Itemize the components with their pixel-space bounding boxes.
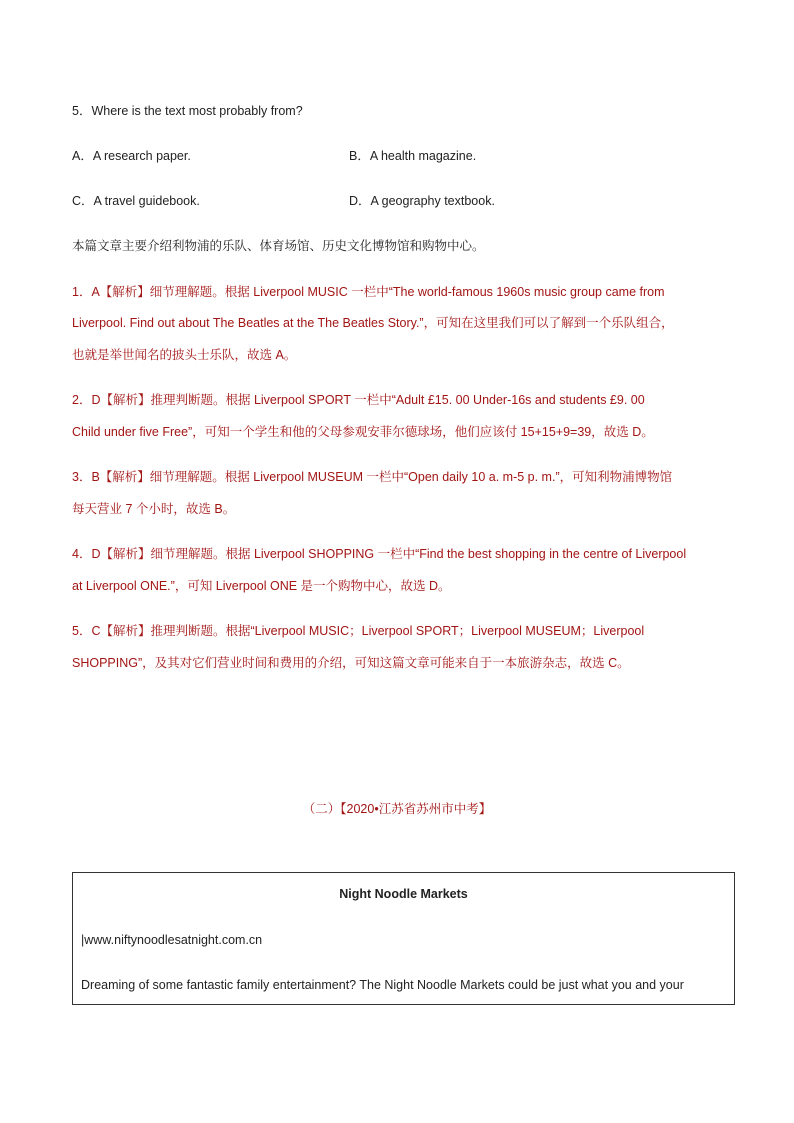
passage-box [72, 872, 735, 1005]
explanation-2-line-2: Child under five Free”，可知一个学生和他的父母参观安菲尔德球场，他们应该付 15+15+9=39，故选 D。 [72, 425, 654, 439]
explanation-4-line-2: at Liverpool ONE.”，可知 Liverpool ONE 是一个购物中心，故选 D。 [72, 579, 451, 593]
option-d: D．A geography textbook. [349, 194, 495, 208]
passage-title: Night Noodle Markets [339, 887, 468, 901]
explanation-5-line-1: 5．C【解析】推理判断题。根据“Liverpool MUSIC；Liverpool SPORT；Liverpool MUSEUM；Liverpool [72, 624, 645, 638]
explanation-1-line-1: 1．A【解析】细节理解题。根据 Liverpool MUSIC 一栏中“The world-famous 1960s music group came from [72, 285, 665, 299]
option-c: C．A travel guidebook. [72, 194, 200, 208]
explanation-2-line-1: 2．D【解析】推理判断题。根据 Liverpool SPORT 一栏中“Adult £15. 00 Under-16s and students £9. 00 [72, 393, 645, 407]
explanation-3-line-1: 3．B【解析】细节理解题。根据 Liverpool MUSEUM 一栏中“Open daily 10 a. m-5 p. m.”，可知利物浦博物馆 [72, 470, 673, 484]
article-summary: 本篇文章主要介绍利物浦的乐队、体育场馆、历史文化博物馆和购物中心。 [72, 239, 485, 253]
passage-body: Dreaming of some fantastic family entertainment? The Night Noodle Markets could be just what you and your [81, 978, 684, 992]
section-heading: （二）【2020•江苏省苏州市中考】 [302, 802, 492, 816]
option-a: A．A research paper. [72, 149, 191, 163]
explanation-4-line-1: 4．D【解析】细节理解题。根据 Liverpool SHOPPING 一栏中“Find the best shopping in the centre of Liverpool [72, 547, 687, 561]
explanation-1-line-2: Liverpool. Find out about The Beatles at the The Beatles Story.”，可知在这里我们可以了解到一个乐队组合， [72, 316, 674, 330]
explanation-1-line-3: 也就是举世闻名的披头士乐队，故选 A。 [72, 348, 297, 362]
option-b: B．A health magazine. [349, 149, 477, 163]
question-5-stem: 5．Where is the text most probably from? [72, 104, 303, 118]
explanation-5-line-2: SHOPPING”，及其对它们营业时间和费用的介绍，可知这篇文章可能来自于一本旅游杂志，故选 C。 [72, 656, 630, 670]
explanation-3-line-2: 每天营业 7 个小时，故选 B。 [72, 502, 236, 516]
passage-url: |www.niftynoodlesatnight.com.cn [81, 933, 263, 947]
